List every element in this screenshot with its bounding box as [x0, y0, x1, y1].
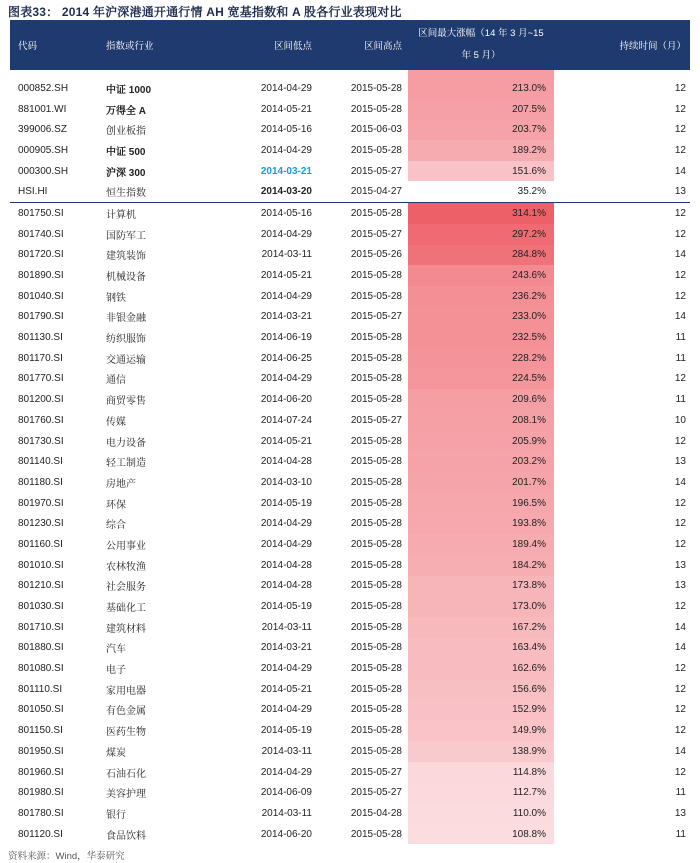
table-row	[10, 70, 690, 99]
cell-code: 801160.SI	[18, 538, 63, 550]
cell-low: 2014-04-29	[260, 228, 312, 240]
table-row	[10, 307, 690, 328]
cell-gain: 203.7%	[408, 119, 554, 140]
cell-name: 社会服务	[106, 582, 146, 594]
cell-name: 煤炭	[106, 747, 126, 759]
cell-gain: 201.7%	[408, 472, 554, 493]
cell-code: 801980.SI	[18, 787, 64, 799]
table-row	[10, 348, 690, 369]
cell-months: 11	[675, 828, 686, 840]
cell-code: HSI.HI	[10, 181, 98, 202]
cell-months: 14	[674, 476, 686, 488]
cell-high: 2015-05-28	[350, 82, 402, 94]
cell-gain: 209.6%	[408, 389, 554, 410]
cell-code: 399006.SZ	[18, 124, 67, 136]
cell-gain: 35.2%	[408, 181, 554, 202]
cell-gain: 208.1%	[408, 410, 554, 431]
cell-months: 12	[674, 103, 686, 115]
table-row	[10, 513, 690, 534]
cell-code: 801750.SI	[18, 207, 64, 219]
cell-code: 801180.SI	[18, 476, 63, 488]
cell-name: 综合	[106, 520, 126, 532]
table-row	[10, 140, 690, 161]
cell-months: 12	[674, 207, 686, 219]
table-row	[10, 679, 690, 700]
comparison-table-container	[10, 20, 690, 844]
cell-high: 2015-05-28	[350, 725, 402, 737]
cell-high: 2015-05-27	[350, 228, 402, 240]
cell-code: 801950.SI	[18, 745, 64, 757]
cell-months: 12	[674, 538, 686, 550]
cell-high: 2015-05-28	[350, 518, 402, 530]
comparison-table	[10, 20, 690, 844]
table-row	[10, 803, 690, 824]
cell-low: 2014-04-28	[260, 559, 312, 571]
cell-code: 801880.SI	[18, 642, 64, 654]
cell-code: 801210.SI	[18, 580, 64, 592]
table-header	[10, 20, 690, 70]
cell-months: 11	[675, 787, 686, 799]
table-row	[10, 555, 690, 576]
cell-low: 2014-03-11	[261, 807, 312, 819]
cell-gain: 196.5%	[408, 493, 554, 514]
cell-months: 12	[674, 497, 686, 509]
cell-gain: 224.5%	[408, 369, 554, 390]
cell-high: 2015-05-28	[350, 538, 402, 550]
cell-gain: 149.9%	[408, 720, 554, 741]
cell-code: 801760.SI	[18, 414, 64, 426]
cell-high: 2015-05-28	[350, 745, 402, 757]
cell-months: 13	[554, 181, 690, 202]
cell-high: 2015-05-27	[350, 311, 402, 323]
table-row	[10, 700, 690, 721]
cell-name: 汽车	[106, 644, 126, 656]
cell-gain: 163.4%	[408, 638, 554, 659]
cell-name: 电力设备	[106, 437, 146, 449]
cell-gain: 173.0%	[408, 596, 554, 617]
cell-code: 801150.SI	[18, 725, 63, 737]
cell-name: 国防军工	[106, 230, 146, 242]
cell-low: 2014-07-24	[260, 414, 312, 426]
cell-months: 12	[674, 290, 686, 302]
cell-code: 801050.SI	[18, 704, 64, 716]
table-row	[10, 161, 690, 182]
cell-high: 2015-05-28	[350, 332, 402, 344]
cell-low: 2014-06-09	[260, 787, 312, 799]
cell-low: 2014-04-29	[260, 82, 312, 94]
cell-code: 000300.SH	[18, 165, 69, 177]
cell-low: 2014-05-19	[260, 497, 312, 509]
cell-low: 2014-05-21	[260, 270, 312, 282]
cell-low: 2014-05-19	[260, 725, 312, 737]
table-row	[10, 493, 690, 514]
col-header-months: 持续时间（月）	[554, 20, 690, 70]
cell-code: 801790.SI	[18, 311, 64, 323]
source-note: 资料来源：Wind，华泰研究	[8, 851, 125, 862]
cell-gain: 108.8%	[408, 824, 554, 845]
table-row	[10, 596, 690, 617]
cell-code: 000852.SH	[18, 82, 69, 94]
cell-months: 12	[674, 683, 686, 695]
cell-months: 12	[674, 518, 686, 530]
cell-code: 801730.SI	[18, 435, 64, 447]
cell-high: 2015-04-28	[350, 807, 402, 819]
cell-high: 2015-05-28	[350, 435, 402, 447]
cell-high: 2015-05-28	[350, 352, 402, 364]
cell-gain: 173.8%	[408, 576, 554, 597]
cell-low: 2014-05-16	[260, 124, 312, 136]
table-row	[10, 286, 690, 307]
figure-title: 图表33： 2014 年沪深港通开通行情 AH 宽基指数和 A 股各行业表现对比	[8, 5, 402, 19]
cell-low: 2014-04-29	[260, 144, 312, 156]
table-row	[10, 741, 690, 762]
cell-months: 12	[674, 663, 686, 675]
cell-gain: 114.8%	[408, 762, 554, 783]
cell-months: 11	[675, 394, 686, 406]
cell-high: 2015-05-28	[350, 580, 402, 592]
table-row	[10, 720, 690, 741]
cell-months: 14	[674, 249, 686, 261]
table-row	[10, 245, 690, 266]
cell-code: 801080.SI	[18, 663, 64, 675]
cell-code: 801780.SI	[18, 807, 64, 819]
col-header-name: 指数或行业	[98, 20, 232, 70]
cell-months: 12	[674, 704, 686, 716]
cell-high: 2015-05-27	[350, 165, 402, 177]
cell-code: 881001.WI	[18, 103, 67, 115]
cell-months: 12	[674, 725, 686, 737]
cell-months: 12	[674, 766, 686, 778]
cell-code: 801710.SI	[18, 621, 64, 633]
cell-code: 801130.SI	[18, 332, 63, 344]
cell-code: 801740.SI	[18, 228, 64, 240]
cell-low: 2014-05-16	[260, 207, 312, 219]
cell-gain: 189.2%	[408, 140, 554, 161]
cell-name: 电子	[106, 665, 126, 677]
cell-gain: 228.2%	[408, 348, 554, 369]
cell-gain: 243.6%	[408, 265, 554, 286]
table-row	[10, 638, 690, 659]
cell-months: 12	[674, 270, 686, 282]
cell-name: 交通运输	[106, 354, 146, 366]
cell-low: 2014-05-21	[260, 683, 312, 695]
cell-low: 2014-04-29	[260, 704, 312, 716]
cell-code: 801770.SI	[18, 373, 64, 385]
cell-low: 2014-03-10	[260, 476, 312, 488]
cell-name: 中证 500	[106, 146, 146, 158]
cell-name: 传媒	[106, 416, 126, 428]
cell-low: 2014-04-29	[260, 663, 312, 675]
col-header-low: 区间低点	[232, 20, 316, 70]
cell-name: 纺织服饰	[106, 334, 146, 346]
cell-months: 12	[674, 144, 686, 156]
cell-gain: 213.0%	[408, 70, 554, 99]
table-row	[10, 658, 690, 679]
cell-high: 2015-05-28	[350, 456, 402, 468]
cell-gain: 314.1%	[408, 203, 554, 224]
cell-low: 2014-06-25	[260, 352, 312, 364]
cell-gain: 233.0%	[408, 307, 554, 328]
table-row	[10, 224, 690, 245]
cell-high: 2015-05-28	[350, 559, 402, 571]
cell-high: 2015-05-28	[350, 394, 402, 406]
cell-high: 2015-05-28	[350, 601, 402, 613]
cell-low: 2014-04-29	[260, 538, 312, 550]
cell-low: 2014-04-28	[260, 456, 312, 468]
cell-high: 2015-05-28	[350, 476, 402, 488]
cell-name: 中证 1000	[106, 84, 152, 96]
cell-high: 2015-05-26	[350, 249, 402, 261]
cell-gain: 162.6%	[408, 658, 554, 679]
cell-code: 801010.SI	[18, 559, 64, 571]
cell-months: 13	[674, 807, 686, 819]
col-header-gain-line1: 区间最大涨幅（14 年 3 月~15	[418, 28, 544, 39]
cell-months: 11	[675, 332, 686, 344]
cell-high: 2015-05-28	[350, 663, 402, 675]
cell-name: 建筑装饰	[106, 251, 146, 263]
cell-name: 房地产	[106, 478, 136, 490]
cell-code: 801030.SI	[18, 601, 64, 613]
cell-gain: 156.6%	[408, 679, 554, 700]
table-row	[10, 265, 690, 286]
col-header-gain	[408, 20, 554, 70]
table-row	[10, 617, 690, 638]
cell-high: 2015-05-27	[350, 787, 402, 799]
table-row	[10, 99, 690, 120]
cell-low: 2014-05-19	[260, 601, 312, 613]
cell-name: 美容护理	[106, 789, 146, 801]
cell-low: 2014-03-11	[261, 745, 312, 757]
cell-gain: 189.4%	[408, 534, 554, 555]
cell-high: 2015-05-28	[350, 683, 402, 695]
cell-months: 12	[674, 82, 686, 94]
cell-gain: 167.2%	[408, 617, 554, 638]
cell-gain: 152.9%	[408, 700, 554, 721]
table-row	[10, 472, 690, 493]
table-row	[10, 576, 690, 597]
cell-name: 家用电器	[106, 685, 146, 697]
cell-high: 2015-05-28	[350, 270, 402, 282]
table-row	[10, 824, 690, 845]
cell-high: 2015-06-03	[350, 124, 402, 136]
cell-low: 2014-03-21	[260, 165, 312, 177]
cell-gain: 138.9%	[408, 741, 554, 762]
cell-gain: 193.8%	[408, 513, 554, 534]
cell-months: 10	[674, 414, 686, 426]
cell-code: 801960.SI	[18, 766, 64, 778]
cell-name: 基础化工	[106, 603, 146, 615]
cell-low: 2014-03-21	[260, 642, 312, 654]
cell-name: 食品饮料	[106, 830, 146, 842]
cell-months: 14	[674, 311, 686, 323]
cell-months: 14	[674, 745, 686, 757]
cell-high: 2015-05-28	[350, 642, 402, 654]
cell-low: 2014-04-29	[260, 766, 312, 778]
cell-gain: 284.8%	[408, 245, 554, 266]
cell-low: 2014-04-28	[260, 580, 312, 592]
cell-months: 11	[675, 352, 686, 364]
cell-months: 14	[674, 621, 686, 633]
cell-name: 石油石化	[106, 768, 146, 780]
cell-low: 2014-05-21	[260, 103, 312, 115]
cell-months: 13	[674, 580, 686, 592]
cell-months: 13	[674, 559, 686, 571]
cell-high: 2015-05-28	[350, 103, 402, 115]
cell-low: 2014-03-20	[232, 181, 316, 202]
cell-high: 2015-05-28	[350, 621, 402, 633]
cell-low: 2014-03-11	[261, 621, 312, 633]
table-row	[10, 181, 690, 202]
cell-name: 医药生物	[106, 727, 146, 739]
table-body	[10, 70, 690, 844]
cell-code: 000905.SH	[18, 144, 69, 156]
cell-low: 2014-03-11	[261, 249, 312, 261]
cell-gain: 207.5%	[408, 99, 554, 120]
cell-gain: 232.5%	[408, 327, 554, 348]
col-header-high: 区间高点	[316, 20, 408, 70]
table-row	[10, 389, 690, 410]
cell-code: 801170.SI	[18, 352, 63, 364]
cell-gain: 203.2%	[408, 451, 554, 472]
cell-name: 沪深 300	[106, 167, 146, 179]
cell-gain: 236.2%	[408, 286, 554, 307]
cell-high: 2015-05-28	[350, 828, 402, 840]
cell-high: 2015-04-27	[316, 181, 408, 202]
cell-months: 12	[674, 435, 686, 447]
cell-code: 801120.SI	[18, 828, 63, 840]
cell-name: 有色金属	[106, 706, 146, 718]
cell-gain: 184.2%	[408, 555, 554, 576]
cell-code: 801720.SI	[18, 249, 64, 261]
cell-code: 801890.SI	[18, 270, 64, 282]
cell-high: 2015-05-28	[350, 704, 402, 716]
cell-code: 801040.SI	[18, 290, 64, 302]
cell-name: 建筑材料	[106, 623, 146, 635]
table-row	[10, 369, 690, 390]
cell-name: 公用事业	[106, 540, 146, 552]
cell-name: 轻工制造	[106, 458, 146, 470]
cell-high: 2015-05-28	[350, 144, 402, 156]
cell-high: 2015-05-27	[350, 766, 402, 778]
table-row	[10, 327, 690, 348]
cell-code: 801200.SI	[18, 394, 64, 406]
cell-name: 恒生指数	[98, 181, 232, 202]
cell-high: 2015-05-28	[350, 497, 402, 509]
cell-name: 创业板指	[106, 126, 146, 138]
cell-low: 2014-04-29	[260, 290, 312, 302]
cell-name: 商贸零售	[106, 396, 146, 408]
table-row	[10, 410, 690, 431]
cell-name: 钢铁	[106, 292, 126, 304]
table-row	[10, 203, 690, 224]
cell-months: 12	[674, 373, 686, 385]
cell-high: 2015-05-28	[350, 373, 402, 385]
cell-gain: 205.9%	[408, 431, 554, 452]
cell-code: 801140.SI	[18, 456, 63, 468]
col-header-code: 代码	[10, 20, 98, 70]
cell-months: 14	[674, 165, 686, 177]
table-row	[10, 762, 690, 783]
cell-code: 801110.SI	[18, 683, 63, 695]
cell-low: 2014-03-21	[260, 311, 312, 323]
table-row	[10, 451, 690, 472]
cell-low: 2014-04-29	[260, 518, 312, 530]
cell-gain: 297.2%	[408, 224, 554, 245]
cell-months: 12	[674, 124, 686, 136]
cell-name: 银行	[106, 809, 126, 821]
cell-name: 环保	[106, 499, 126, 511]
cell-months: 14	[674, 642, 686, 654]
table-row	[10, 431, 690, 452]
cell-code: 801970.SI	[18, 497, 64, 509]
cell-high: 2015-05-28	[350, 207, 402, 219]
cell-name: 万得全 A	[106, 105, 146, 117]
cell-months: 13	[674, 456, 686, 468]
cell-name: 通信	[106, 375, 126, 387]
cell-months: 12	[674, 228, 686, 240]
col-header-gain-line2: 年 5 月）	[461, 50, 501, 61]
cell-high: 2015-05-27	[350, 414, 402, 426]
cell-low: 2014-06-20	[260, 828, 312, 840]
cell-name: 计算机	[106, 209, 136, 221]
cell-low: 2014-05-21	[260, 435, 312, 447]
table-row	[10, 782, 690, 803]
cell-name: 非银金融	[106, 313, 146, 325]
cell-gain: 151.6%	[408, 161, 554, 182]
cell-name: 农林牧渔	[106, 561, 146, 573]
cell-code: 801230.SI	[18, 518, 64, 530]
cell-low: 2014-06-19	[260, 332, 312, 344]
cell-high: 2015-05-28	[350, 290, 402, 302]
cell-name: 机械设备	[106, 272, 146, 284]
table-row	[10, 534, 690, 555]
table-row	[10, 119, 690, 140]
cell-low: 2014-06-20	[260, 394, 312, 406]
cell-low: 2014-04-29	[260, 373, 312, 385]
cell-months: 12	[674, 601, 686, 613]
cell-gain: 112.7%	[408, 782, 554, 803]
cell-gain: 110.0%	[408, 803, 554, 824]
